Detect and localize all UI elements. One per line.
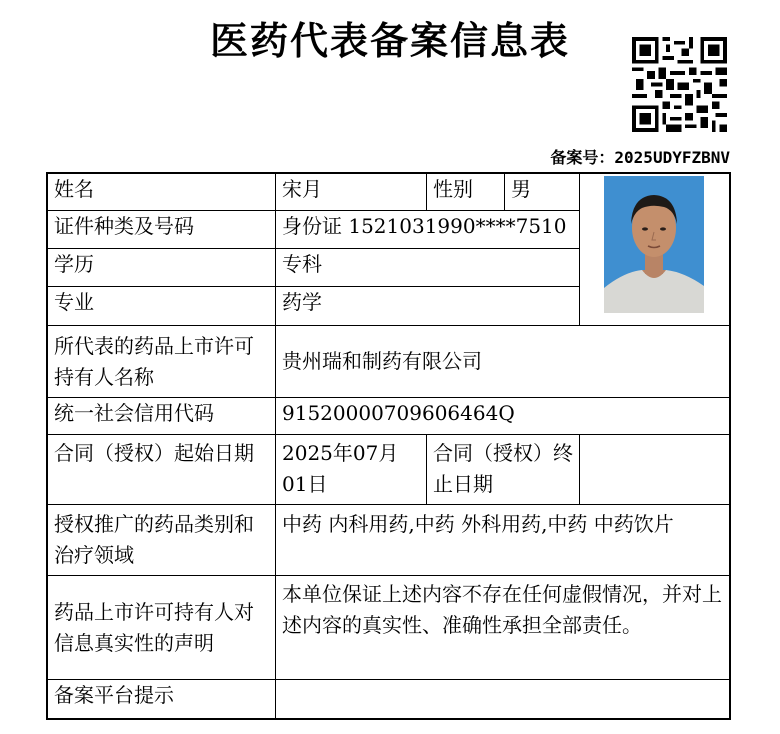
filing-number-value: 2025UDYFZBNV [614, 148, 730, 167]
major-value: 药学 [275, 286, 580, 326]
id-label: 证件种类及号码 [47, 210, 276, 249]
start-date-value: 2025年07月01日 [275, 434, 427, 505]
name-label: 姓名 [47, 173, 276, 211]
holder-value-text: 贵州瑞和制药有限公司 [282, 349, 482, 373]
statement-value: 本单位保证上述内容不存在任何虚假情况，并对上述内容的真实性、准确性承担全部责任。 [275, 575, 730, 680]
category-value: 中药 内科用药,中药 外科用药,中药 中药饮片 [275, 504, 730, 576]
statement-label [47, 575, 276, 680]
name-value: 宋月 [275, 173, 427, 211]
filing-number-label: 备案号： [550, 148, 615, 167]
platform-label: 备案平台提示 [47, 679, 276, 719]
end-date-value [579, 434, 730, 505]
gender-label: 性别 [426, 173, 505, 211]
platform-value [275, 679, 730, 719]
credit-code-value: 91520000709606464Q [275, 397, 730, 435]
holder-value [275, 325, 730, 398]
gender-value: 男 [504, 173, 580, 211]
id-photo [604, 176, 704, 313]
category-label: 授权推广的药品类别和治疗领域 [47, 504, 276, 576]
start-date-label: 合同（授权）起始日期 [47, 434, 276, 505]
education-label: 学历 [47, 248, 276, 287]
filing-number [550, 145, 730, 168]
statement-label-text: 药品上市许可持有人对信息真实性的声明 [54, 599, 254, 655]
id-value: 身份证 1521031990****7510 [275, 210, 580, 249]
qr-code-icon [632, 37, 727, 132]
credit-code-label: 统一社会信用代码 [47, 397, 276, 435]
holder-label: 所代表的药品上市许可持有人名称 [47, 325, 276, 398]
education-value: 专科 [275, 248, 580, 287]
page-title: 医药代表备案信息表 [209, 19, 570, 63]
major-label: 专业 [47, 286, 276, 326]
end-date-label: 合同（授权）终止日期 [426, 434, 580, 505]
